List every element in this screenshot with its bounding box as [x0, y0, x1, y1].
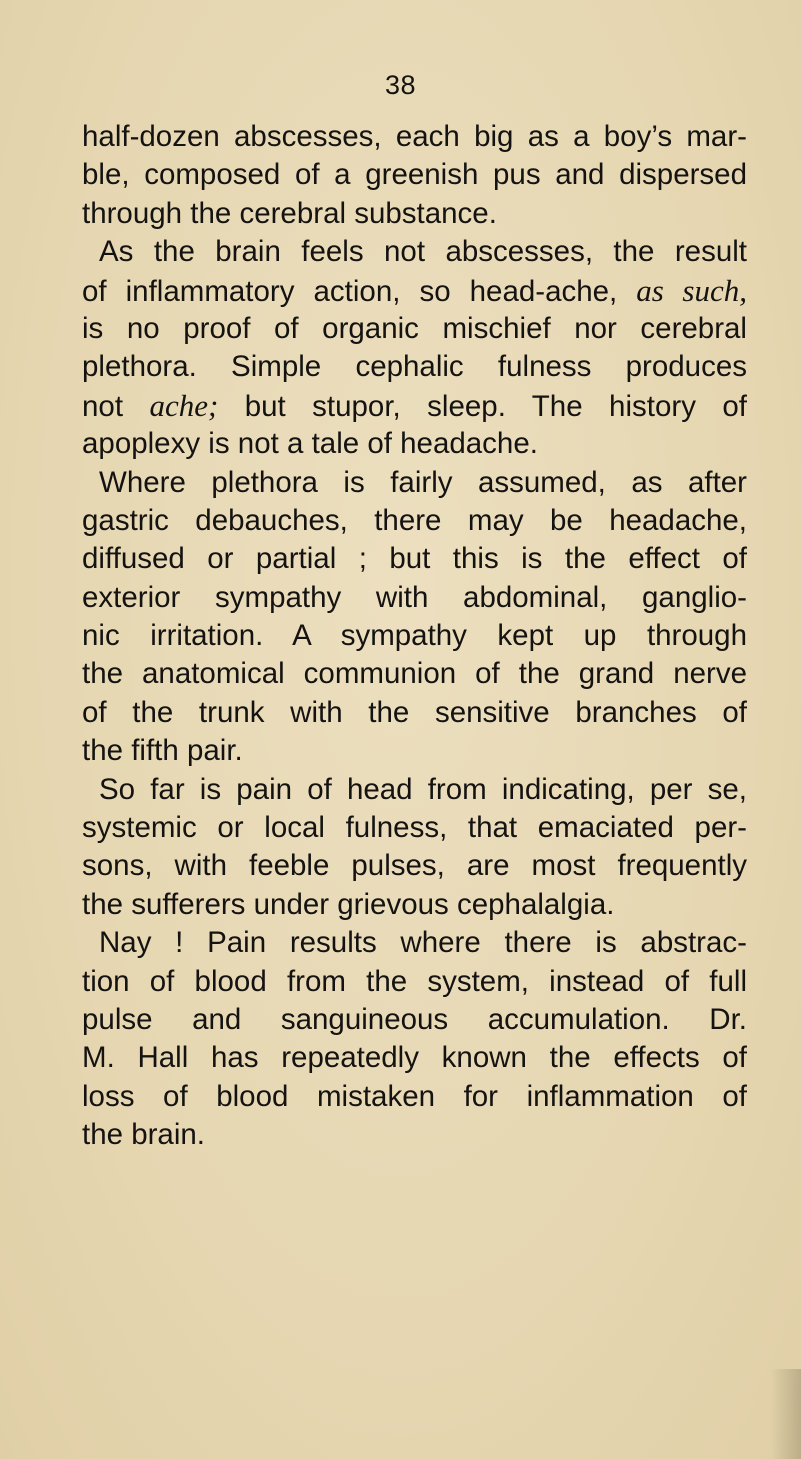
text-line: gastric debauches, there may be headache, — [82, 503, 747, 537]
text-line: So far is pain of head from indicating, per se, — [99, 772, 747, 806]
text-line: tion of blood from the system, instead of full — [82, 964, 747, 998]
text-line: nic irritation. A sympathy kept up through — [82, 619, 747, 653]
text-line: Where plethora is fairly assumed, as after — [99, 465, 747, 499]
page-corner-shadow — [771, 1369, 801, 1459]
text-line — [82, 387, 747, 425]
text-line — [82, 272, 747, 310]
text-run: of inflammatory action, so head-ache, — [82, 274, 637, 308]
text-line: of the trunk with the sensitive branches of — [82, 695, 747, 729]
page-number: 38 — [384, 70, 417, 100]
text-line: the anatomical communion of the grand nerve — [82, 657, 747, 691]
text-line: systemic or local fulness, that emaciated per- — [82, 811, 747, 845]
body-text — [82, 118, 747, 1155]
text-line: Nay ! Pain results where there is abstrac- — [99, 926, 747, 960]
text-line: through the cerebral substance. — [82, 196, 497, 230]
text-line: half-dozen abscesses, each big as a boy’s mar- — [82, 120, 747, 153]
text-line: diffused or partial ; but this is the effect of — [82, 542, 747, 576]
text-line: apoplexy is not a tale of headache. — [82, 427, 538, 461]
text-line: As the brain feels not abscesses, the result — [99, 235, 747, 269]
text-line: pulse and sanguineous accumulation. Dr. — [82, 1002, 747, 1036]
text-line: the brain. — [82, 1118, 205, 1152]
text-line: sons, with feeble pulses, are most frequently — [82, 849, 747, 883]
text-line: M. Hall has repeatedly known the effects of — [82, 1041, 747, 1075]
text-line: ble, composed of a greenish pus and dispersed — [82, 158, 747, 192]
italic-run: as such, — [636, 272, 747, 308]
text-line: the sufferers under grievous cephalalgia. — [82, 887, 615, 921]
text-line: exterior sympathy with abdominal, ganglio- — [82, 580, 747, 614]
text-line: loss of blood mistaken for inflammation of — [82, 1079, 747, 1113]
italic-run: ache; — [149, 387, 219, 423]
text-run: but stupor, sleep. The history of — [218, 389, 747, 423]
text-run: not — [82, 389, 150, 423]
text-line: is no proof of organic mischief nor cerebral — [82, 311, 747, 345]
text-line: plethora. Simple cephalic fulness produces — [82, 350, 747, 384]
text-line: the fifth pair. — [82, 734, 243, 768]
